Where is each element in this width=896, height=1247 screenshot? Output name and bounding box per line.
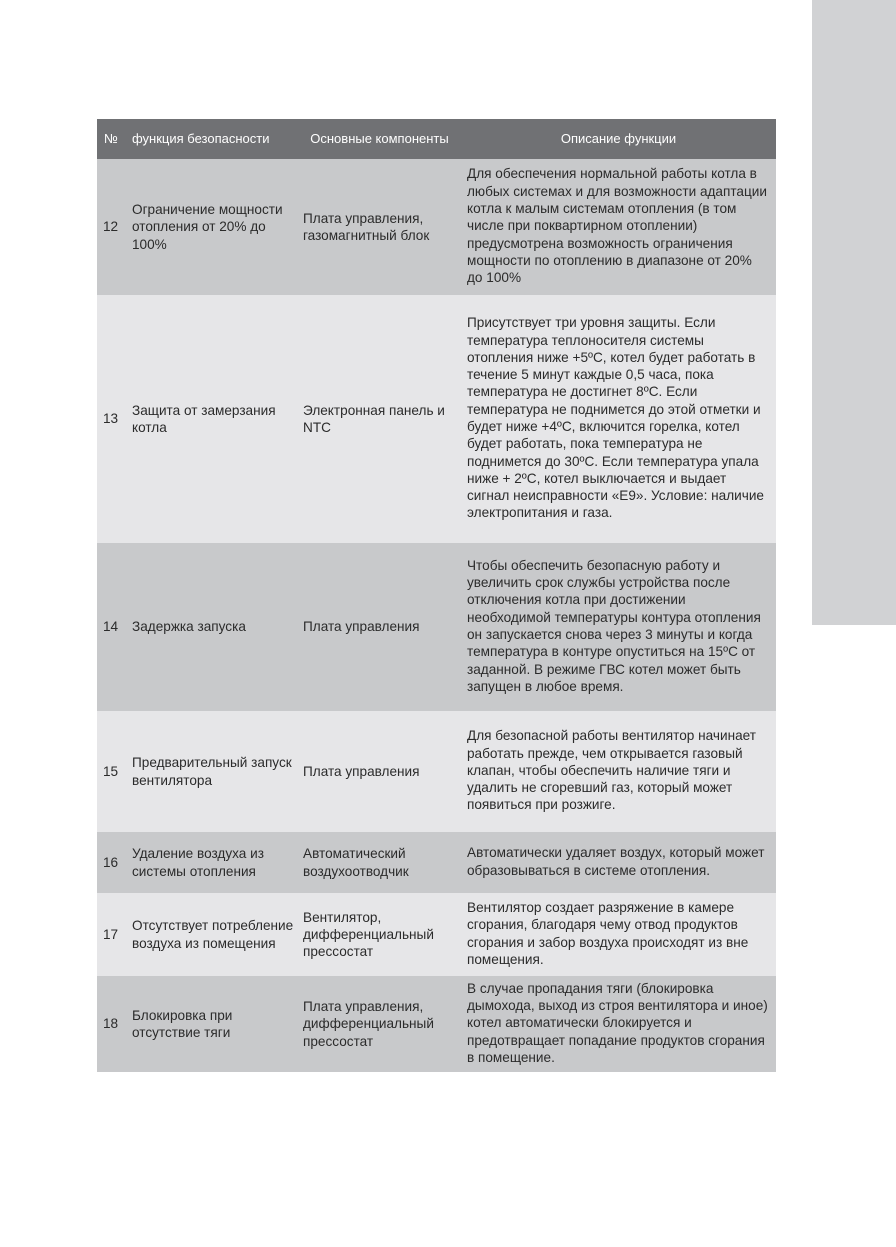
table-row — [97, 711, 776, 832]
header-function: функция безопасности — [127, 119, 298, 159]
row-num: 15 — [97, 711, 127, 832]
row-components: Плата управления, дифференциальный прессостат — [298, 976, 461, 1072]
table-row — [97, 832, 776, 893]
row-function: Ограничение мощности отопления от 20% до 100% — [127, 159, 298, 295]
row-components: Плата управления — [298, 543, 461, 711]
table-row — [97, 976, 776, 1072]
row-function: Отсутствует потребление воздуха из помещения — [127, 893, 298, 976]
row-components: Электронная панель и NTC — [298, 295, 461, 543]
row-num: 18 — [97, 976, 127, 1072]
row-description: Присутствует три уровня защиты. Если температура теплоносителя системы отопления ниже +5ºС, котел будет работать в течение 5 минут каждые 0,5 часа, пока температура не достигнет 8ºС. Если температура не поднимется до этой отметки и будет ниже +4ºС, включится горелка, котел будет работать, пока температура не поднимется до 30ºС. Если температура упала ниже + 2ºС, котел выключается и выдает сигнал неисправности «E9». Условие: наличие электропитания и газа. — [461, 295, 776, 543]
row-description: Автоматически удаляет воздух, который может образовываться в системе отопления. — [461, 832, 776, 893]
row-function: Задержка запуска — [127, 543, 298, 711]
side-tab — [812, 0, 896, 625]
row-function: Предварительный запуск вентилятора — [127, 711, 298, 832]
row-function: Удаление воздуха из системы отопления — [127, 832, 298, 893]
table-row — [97, 543, 776, 711]
row-num: 13 — [97, 295, 127, 543]
row-function: Блокировка при отсутствие тяги — [127, 976, 298, 1072]
table-row — [97, 159, 776, 295]
row-description: Для обеспечения нормальной работы котла в любых системах и для возможности адаптации котла к малым системам отопления (в том числе при поквартирном отоплении) предусмотрена возможность ограничения мощности по отоплению в диапазоне от 20% до 100% — [461, 159, 776, 295]
header-description: Описание функции — [461, 119, 776, 159]
table-header-row — [97, 119, 776, 159]
header-components: Основные компоненты — [298, 119, 461, 159]
row-description: Для безопасной работы вентилятор начинает работать прежде, чем открывается газовый клапан, чтобы обеспечить наличие тяги и удалить не сгоревший газ, который может появиться при розжиге. — [461, 711, 776, 832]
table-row — [97, 893, 776, 976]
row-function: Защита от замерзания котла — [127, 295, 298, 543]
row-num: 12 — [97, 159, 127, 295]
row-description: В случае пропадания тяги (блокировка дымохода, выход из строя вентилятора и иное) котел автоматически блокируется и предотвращает попадание продуктов сгорания в помещение. — [461, 976, 776, 1072]
row-num: 17 — [97, 893, 127, 976]
row-num: 14 — [97, 543, 127, 711]
header-num: № — [97, 119, 127, 159]
row-description: Чтобы обеспечить безопасную работу и увеличить срок службы устройства после отключения котла при достижении необходимой температуры контура отопления он запускается снова через 3 минуты и когда температура в контуре опуститься на 15ºС от заданной. В режиме ГВС котел может быть запущен в любое время. — [461, 543, 776, 711]
row-components: Вентилятор, дифференциальный прессостат — [298, 893, 461, 976]
row-components: Плата управления — [298, 711, 461, 832]
safety-functions-table-wrap — [97, 119, 776, 1072]
row-description: Вентилятор создает разряжение в камере сгорания, благодаря чему отвод продуктов сгорания и забор воздуха происходят из вне помещения. — [461, 893, 776, 976]
safety-functions-table — [97, 119, 776, 1072]
row-components: Плата управления, газомагнитный блок — [298, 159, 461, 295]
row-num: 16 — [97, 832, 127, 893]
table-row — [97, 295, 776, 543]
row-components: Автоматический воздухоотводчик — [298, 832, 461, 893]
